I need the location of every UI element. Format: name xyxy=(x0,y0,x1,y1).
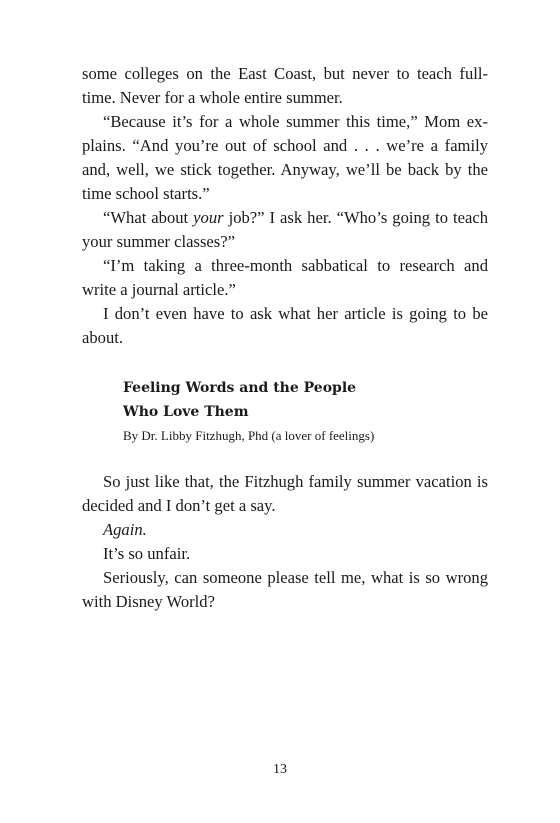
paragraph-whole-summer: “Because it’s for a whole summer this time,” Mom explains. “And you’re out of school and . . . we’re a family and, well, we stick together. Anyway, we’ll be back by the time school starts.” xyxy=(82,112,488,203)
job-question-emphasis: your xyxy=(193,208,224,227)
paragraph-sabbatical: “I’m taking a three-month sabbatical to research and write a journal article.” xyxy=(82,256,488,299)
job-question-after: job?” I ask her. “Who’s going to teach your summer classes?” xyxy=(82,208,488,251)
paragraph-decided: So just like that, the Fitzhugh family summer vacation is decided and I don’t get a say. xyxy=(82,472,488,515)
paragraph-colleges: some colleges on the East Coast, but never to teach full-time. Never for a whole entire summer. xyxy=(82,64,488,107)
paragraph-again: Again. xyxy=(103,520,147,539)
article-title: Feeling Words and the People Who Love Them xyxy=(123,380,357,420)
article-byline: By Dr. Libby Fitzhugh, Phd (a lover of feelings) xyxy=(123,428,375,443)
paragraph-job-question xyxy=(82,206,488,254)
paragraph-disney: Seriously, can someone please tell me, what is so wrong with Disney World? xyxy=(82,568,488,611)
book-page-body xyxy=(82,62,488,614)
paragraph-unfair: It’s so unfair. xyxy=(103,544,191,563)
paragraph-article-about: I don’t even have to ask what her article is going to be about. xyxy=(82,304,488,347)
article-citation xyxy=(123,376,488,446)
job-question-before: “What about xyxy=(103,208,194,227)
page-number: 13 xyxy=(273,762,287,777)
